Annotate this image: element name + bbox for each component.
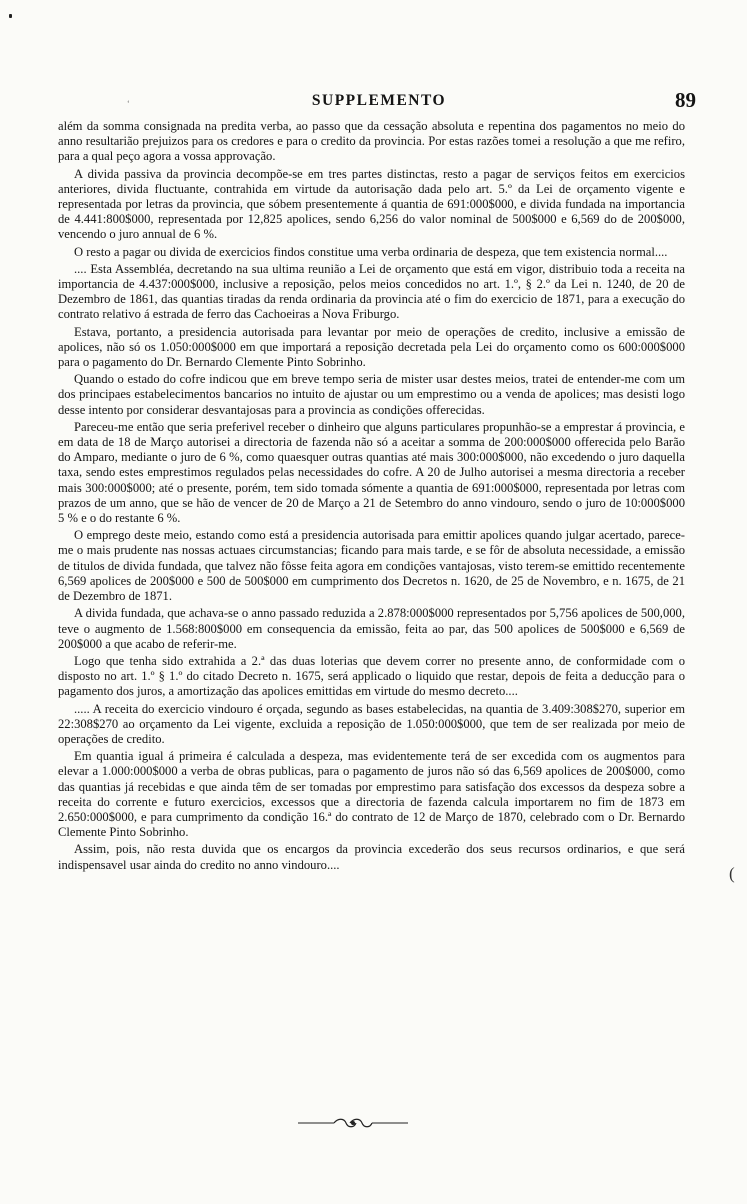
running-title: SUPPLEMENTO bbox=[311, 92, 447, 109]
paragraph-11: ..... A receita do exercicio vindouro é orçada, segundo as bases estabelecidas, na quantia de 3.409:308$270, superior em 22:308$270 ao orçamento da Lei vigente, excluida a reposição de 1.050:000$000, que tem de ser realizada por meio de operações de credito. bbox=[58, 701, 685, 746]
margin-bracket: ( bbox=[729, 864, 735, 883]
paragraph-1: além da somma consignada na predita verba, ao passo que da cessação absoluta e repentina dos pagamentos no meio do anno resultarião prejuizos para os credores e para o credito da provincia. Por estas razões tomei a resolução a que me refiro, para a qual peço agora a vossa approvação. bbox=[58, 119, 685, 164]
paragraph-12: Em quantia igual á primeira é calculada a despeza, mas evidentemente terá de ser excedida com os augmentos para elevar a 1.000:000$000 a verba de obras publicas, para o pagamento de juros não só das 6,569 apolices de 200$000, como das quantias já recebidas e que ainda têm de ser tomadas por emprestimo para satisfação dos excessos da despeza sobre a receita do corrente e futuro exercicios, excessos que a directoria de fazenda calcula importarem no fim de 1873 em 2.650:000$000, e para cumprimento da condição 16.ª do contrato de 12 de Março de 1870, celebrado com o Dr. Bernardo Clemente Pinto Sobrinho. bbox=[58, 749, 685, 840]
closing-ornament bbox=[298, 1117, 408, 1129]
paragraph-5: Estava, portanto, a presidencia autorisada para levantar por meio de operações de credito, inclusive a emissão de apolices, não só os 1.050:000$000 em que importará a reposição decretada pela Lei do orçamento como os 600:000$000 para o pagamento do Dr. Bernardo Clemente Pinto Sobrinho. bbox=[58, 324, 685, 370]
paragraph-3: O resto a pagar ou divida de exercicios findos constitue uma verba ordinaria de despeza, que tem existencia normal.... bbox=[74, 244, 668, 259]
page-number: 89 bbox=[675, 88, 696, 112]
paragraph-8: O emprego deste meio, estando como está a presidencia autorisada para emittir apolices quando julgar acertado, parece-me o mais prudente nas nossas actuaes circumstancias; ficando para mais tarde, e se fôr de absoluta necessidade, a emissão de titulos de divida fundada, que talvez não fôsse feita agora em condições vantajosas, visto terem-se emittido recentemente 6,569 apolices de 200$000 e 500 de 500$000 em cumprimento dos Decretos n. 1620, de 25 de Novembro, e n. 1675, de 21 de Dezembro de 1871. bbox=[58, 528, 685, 604]
page-speck bbox=[9, 14, 12, 18]
paragraph-7: Pareceu-me então que seria preferivel receber o dinheiro que alguns particulares propunhão-se a emprestar á provincia, e em data de 18 de Março autorisei a directoria de fazenda não só a aceitar a somma de 200:000$000 offerecida pelo Barão do Amparo, mediante o juro de 6 %, como quaesquer outras quantias até mais 300:000$000, não excedendo o juro daquella taxa, sendo estes emprestimos regulados pelas necessidades do cofre. A 20 de Julho autorisei a mesma directoria a receber mais 300:000$000; até o presente, porém, tem sido tomada sómente a quantia de 691:000$000, representada por letras com prazos de um anno, que se hão de vencer de 20 de Março a 21 de Setembro do anno vindouro, sendo o juro de 10:000$000 5 % e o do restante 6 %. bbox=[58, 419, 685, 526]
paragraph-4: .... Esta Assembléa, decretando na sua ultima reunião a Lei de orçamento que está em vigor, distribuio toda a receita na importancia de 4.437:000$000, inclusive a reposição, pelos meios concedidos no art. 1.º, § 2.º da Lei n. 1240, de 20 de Dezembro de 1861, das quantias tiradas da renda ordinaria da provincia até o fim do exercicio de 1871, para a execução do contrato relativo á estrada de ferro das Cachoeiras a Nova Friburgo. bbox=[58, 261, 685, 322]
body-text bbox=[58, 119, 685, 875]
paragraph-10: Logo que tenha sido extrahida a 2.ª das duas loterias que devem correr no presente anno, de conformidade com o disposto no art. 1.º § 1.º do citado Decreto n. 1675, será applicado o liquido que restar, depois de feita a deducção para o pagamento dos juros, a amortização das apolices emittidas em virtude do mesmo decreto.... bbox=[58, 653, 685, 699]
header-tick: ʻ bbox=[127, 99, 130, 108]
paragraph-13: Assim, pois, não resta duvida que os encargos da provincia excederão dos seus recursos ordinarios, e que será indispensavel usar ainda do credito no anno vindouro.... bbox=[58, 842, 685, 872]
paragraph-6: Quando o estado do cofre indicou que em breve tempo seria de mister usar destes meios, tratei de entender-me com um dos principaes estabelecimentos bancarios no intuito de ajustar ou um emprestimo ou a venda de apolices; mas desisti logo desse intento por considerar desvantajosas para a provincia as condições offerecidas. bbox=[58, 372, 685, 417]
page-header bbox=[0, 90, 747, 112]
paragraph-9: A divida fundada, que achava-se o anno passado reduzida a 2.878:000$000 representados por 5,756 apolices de 500,000, teve o augmento de 1.568:800$000 em consequencia da emissão, feita ao par, das 500 apolices de 500$000 e 6,569 de 200$000 a que acabo de referir-me. bbox=[58, 606, 685, 651]
paragraph-2: A divida passiva da provincia decompõe-se em tres partes distinctas, resto a pagar de serviços feitos em exercicios anteriores, divida fluctuante, contrahida em virtude da autorisação dada pelo art. 5.º da Lei de orçamento vigente e representada por letras da provincia, que sóbem presentemente á quantia de 691:000$000, e divida fundada na importancia de 4.441:800$000, representada por 12,825 apolices, sendo 6,256 do valor nominal de 500$000 e 6,569 do de 200$000, vencendo o juro annual de 6 %. bbox=[58, 166, 685, 242]
